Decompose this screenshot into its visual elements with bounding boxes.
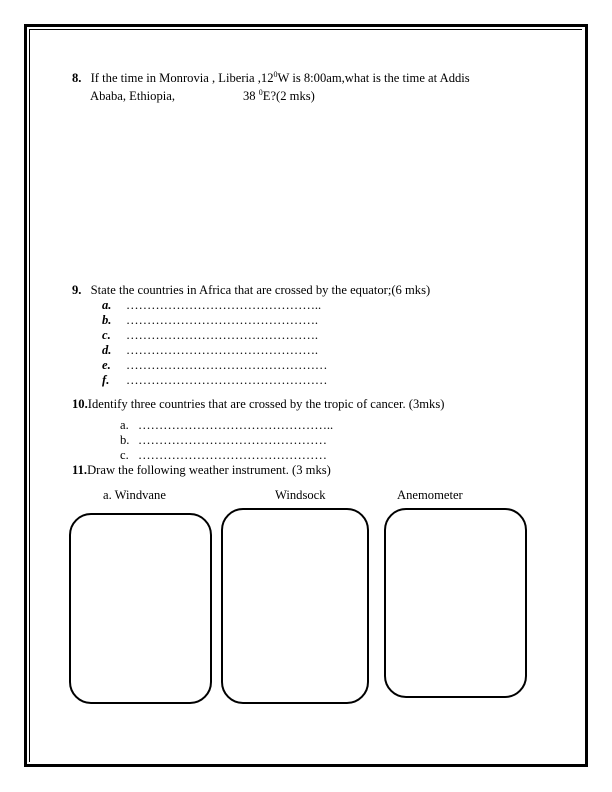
windvane-label: a. Windvane <box>103 488 166 502</box>
windsock-drawing-box[interactable] <box>221 508 369 704</box>
q8-line-1: 8. If the time in Monrovia , Liberia $,12^0W$ is 8:00am,what is the time at Addis <box>72 70 470 85</box>
q9-answer-line[interactable]: a. ……………………………………….. <box>102 298 322 312</box>
q9-answer-line[interactable]: b. ………………………………………. <box>102 313 319 327</box>
q10-question: 10.Identify three countries that are crossed by the tropic of cancer. (3mks) <box>72 397 445 411</box>
anemometer-drawing-box[interactable] <box>384 508 527 698</box>
windvane-drawing-box[interactable] <box>69 513 212 704</box>
q11-number: 11. <box>72 463 88 477</box>
q9-answer-line[interactable]: c. ………………………………………. <box>102 328 319 342</box>
q9-answer-line[interactable]: e. ………………………………………… <box>102 358 328 372</box>
q11-question: 11.Draw the following weather instrument. (3 mks) <box>72 463 331 477</box>
q10-answer-line[interactable]: c. ……………………………………… <box>120 448 327 462</box>
q10-number: 10. <box>72 397 88 411</box>
q10-answer-line[interactable]: b. ……………………………………… <box>120 433 327 447</box>
q8-line-2-coords: 38 $^0$E?(2 mks) <box>243 88 315 103</box>
q9-answer-line[interactable]: d. ………………………………………. <box>102 343 319 357</box>
q8-number: 8. <box>72 71 82 85</box>
q9-question: 9. State the countries in Africa that are crossed by the equator;(6 mks) <box>72 283 431 297</box>
q9-number: 9. <box>72 283 82 297</box>
q8-line-2: Ababa, Ethiopia, <box>90 89 175 103</box>
anemometer-label: Anemometer <box>397 488 463 502</box>
q10-answer-line[interactable]: a. ……………………………………….. <box>120 418 334 432</box>
windsock-label: Windsock <box>275 488 326 502</box>
q9-answer-line[interactable]: f. ………………………………………… <box>102 373 328 387</box>
